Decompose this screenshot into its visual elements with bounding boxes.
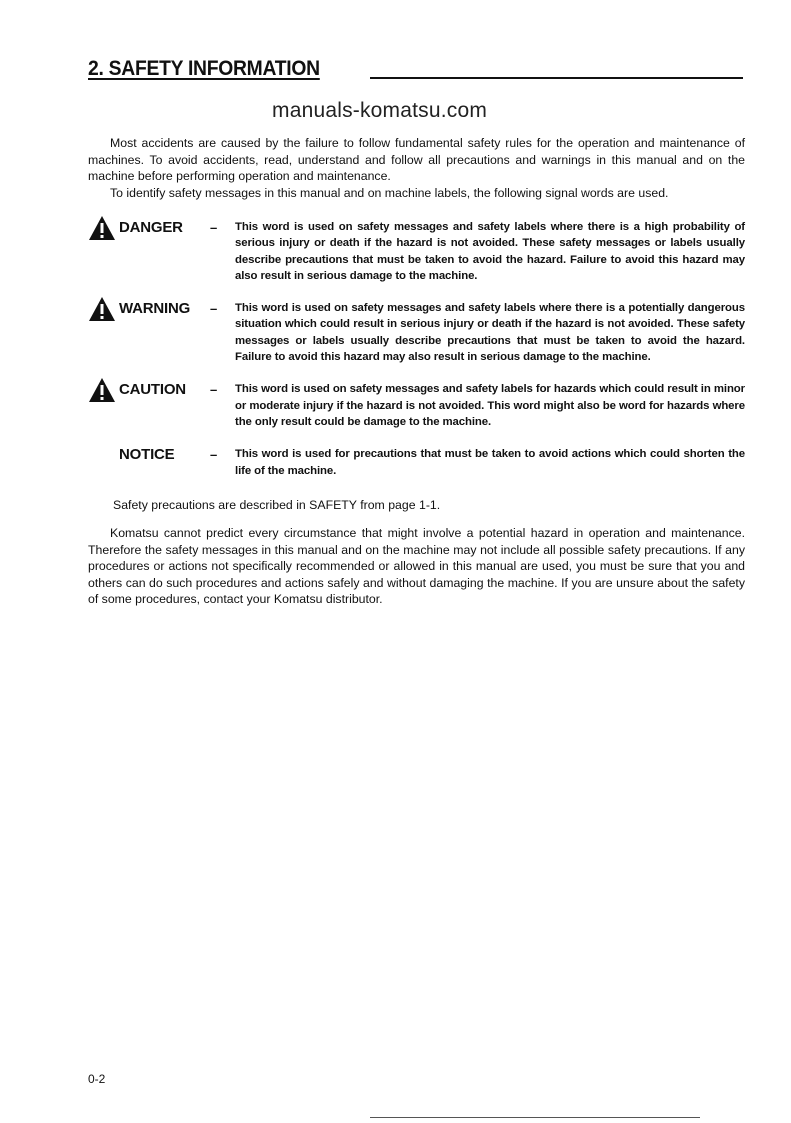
precautions-note: Safety precautions are described in SAFETY from page 1-1. — [113, 497, 441, 512]
closing-section — [88, 525, 745, 608]
signal-label: WARNING — [119, 300, 191, 318]
intro-paragraph-2: To identify safety messages in this manual and on machine labels, the following signal words are used. — [110, 185, 669, 200]
title-rule — [370, 77, 743, 79]
intro-paragraph-1: Most accidents are caused by the failure to follow fundamental safety rules for the operation and maintenance of machines. To avoid accidents, read, understand and follow all precautions and warnings in this manual and on the machine before performing operation and maintenance. — [88, 136, 745, 183]
page-body — [88, 135, 745, 608]
footer-rule — [370, 1117, 700, 1118]
signal-description: This word is used on safety messages and safety labels where there is a high probability of serious injury or death if the hazard is not avoided. These safety messages or labels usually describe precautions that must be taken to avoid the hazard. Failure to avoid this hazard may also result in serious damage to the machine. — [235, 221, 745, 282]
signal-heading — [88, 219, 235, 239]
signal-label: CAUTION — [119, 381, 186, 399]
signal-warning — [88, 300, 745, 365]
signal-label: NOTICE — [119, 446, 175, 464]
signal-dash: – — [210, 382, 218, 398]
signal-description: This word is used for precautions that must be taken to avoid actions which could shorten the life of the machine. — [235, 448, 745, 477]
signal-description: This word is used on safety messages and safety labels where there is a potentially dangerous situation which could result in serious injury or death if the hazard is not avoided. These safety messages or labels usually describe precautions that must be taken to avoid the hazard. Failure to avoid this hazard may also result in serious damage to the machine. — [235, 302, 745, 364]
watermark: manuals-komatsu.com — [272, 99, 488, 122]
page-number: 0-2 — [88, 1072, 106, 1086]
signal-label: DANGER — [119, 219, 183, 236]
warning-triangle-icon — [88, 215, 116, 241]
signal-heading — [88, 446, 235, 466]
page-title: 2. SAFETY INFORMATION — [88, 57, 320, 80]
signal-danger — [88, 219, 745, 284]
warning-triangle-icon — [88, 296, 116, 322]
intro-section — [88, 135, 745, 201]
closing-paragraph: Komatsu cannot predict every circumstance that might involve a potential hazard in operation and maintenance. Therefore the safety messages in this manual and on the machine may not include all possible safety precautions. If any procedures or actions not specifically recommended or allowed in this manual are used, you must be sure that you and others can do such procedures and actions safely and without damaging the machine. If you are unsure about the safety of some procedures, contact your Komatsu distributor. — [88, 526, 745, 607]
signal-dash: – — [210, 301, 218, 317]
signal-dash: – — [210, 447, 218, 463]
signal-heading — [88, 300, 235, 320]
warning-triangle-icon — [88, 377, 116, 403]
signal-caution — [88, 381, 745, 430]
signal-description: This word is used on safety messages and safety labels for hazards which could result in minor or moderate injury if the hazard is not avoided. This word might also be word for hazards where the only result could be damage to the machine. — [235, 383, 745, 428]
signal-dash: – — [210, 220, 218, 235]
signal-notice — [88, 446, 745, 479]
signal-heading — [88, 381, 235, 401]
